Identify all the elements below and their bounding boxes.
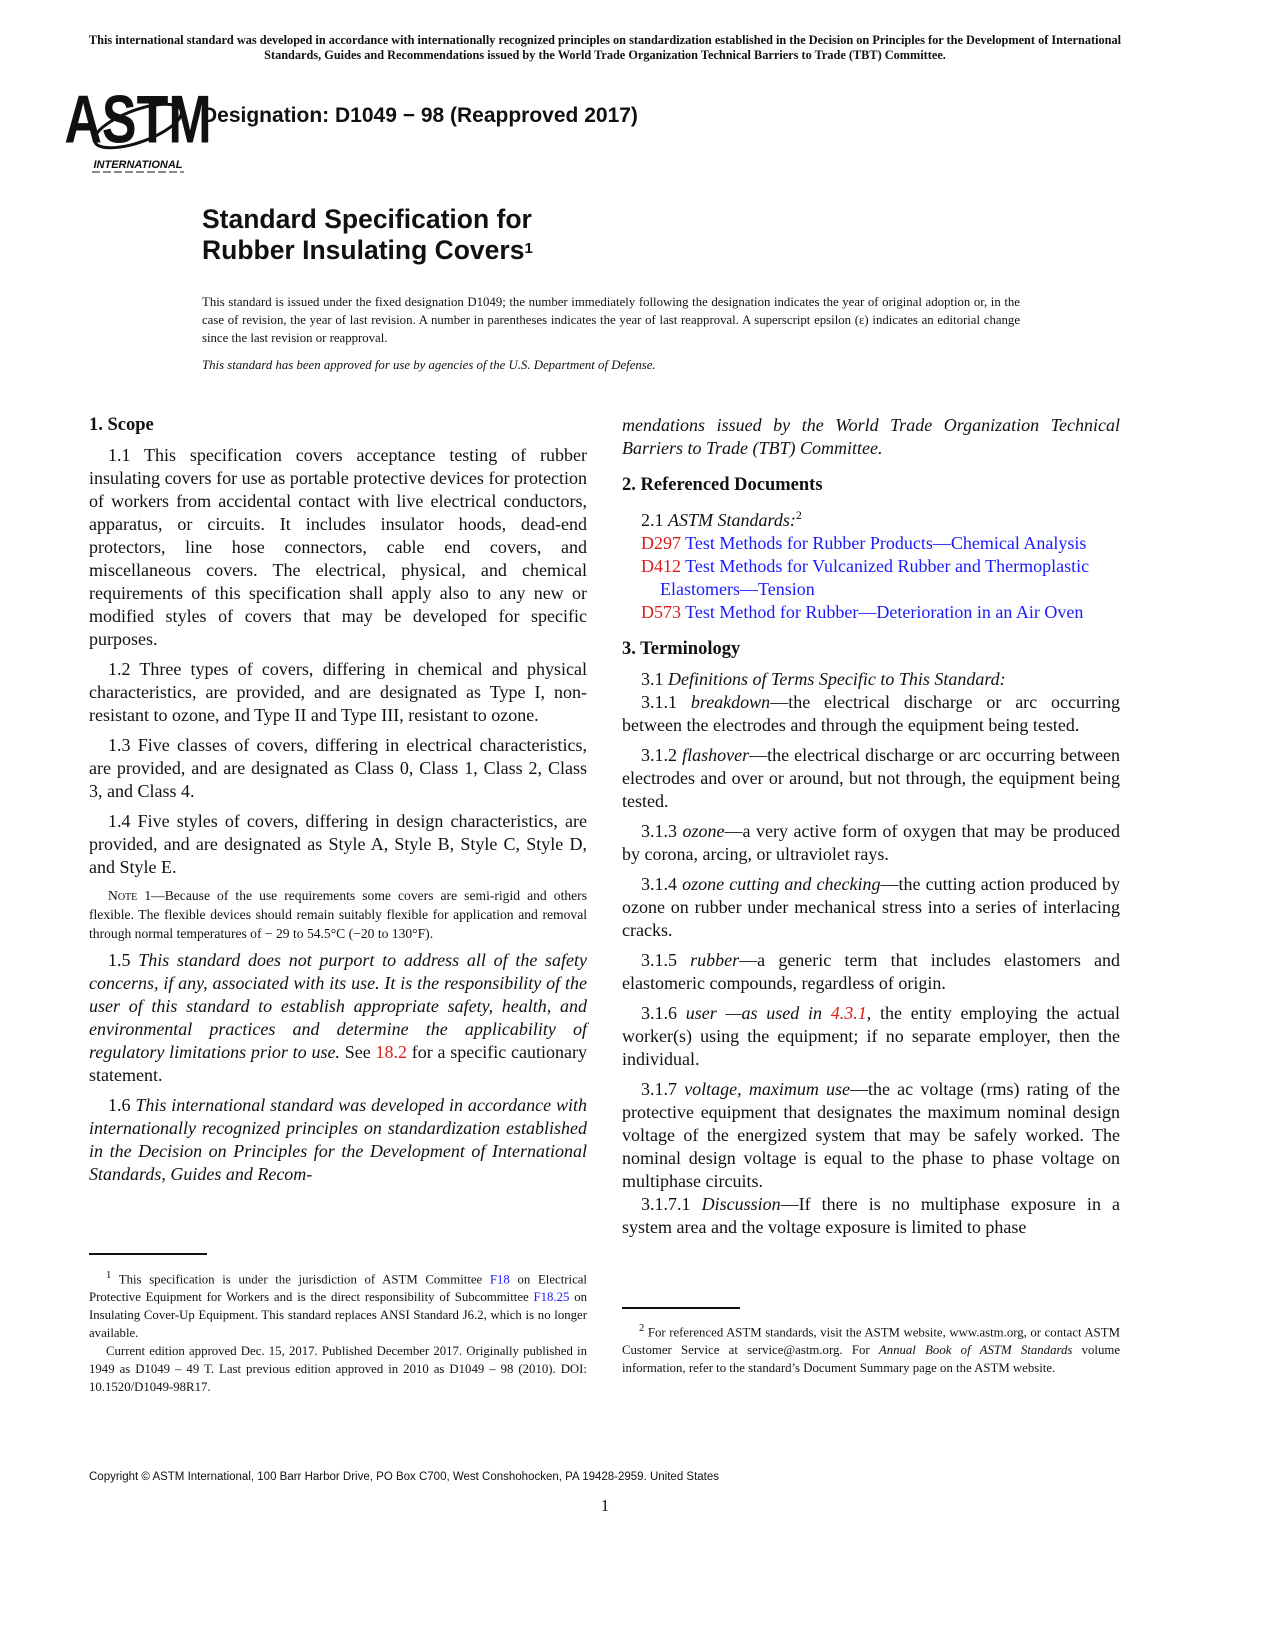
footnote-1 xyxy=(89,1267,587,1396)
definition-3-1-6 xyxy=(622,1002,1120,1071)
para-num: 1.6 xyxy=(108,1095,136,1115)
paragraph-2-1 xyxy=(622,504,1120,532)
discussion-3-1-7-1 xyxy=(622,1193,1120,1239)
definition-3-1-4 xyxy=(622,873,1120,942)
title-line-2-wrap xyxy=(202,235,533,266)
note-text: 1—Because of the use requirements some covers are semi-rigid and others flexible. The flexible devices should remain suitably flexible for application and removal through normal temperatures of − 29 to 54.5°C (−20 to 130°F). xyxy=(89,888,587,941)
note-1 xyxy=(89,886,587,943)
term: ozone cutting and checking xyxy=(682,874,881,894)
ref-title[interactable]: Test Methods for Vulcanized Rubber and Thermoplastic Elastomers—Tension xyxy=(660,556,1090,599)
definition: —a generic term that includes elastomers and elastomeric compounds, regardless of origin. xyxy=(622,950,1121,993)
term: breakdown xyxy=(690,692,771,712)
link-4-3-1[interactable]: 4.3.1 xyxy=(830,1003,867,1023)
term: flashover xyxy=(682,745,750,765)
ref-title[interactable]: Test Methods for Rubber Products—Chemical Analysis xyxy=(681,533,1087,553)
ref-code[interactable]: D412 xyxy=(641,556,681,576)
para-num: 3.1.2 xyxy=(641,745,683,765)
term: user —as used in xyxy=(685,1003,831,1023)
title-line-2: Rubber Insulating Covers xyxy=(202,235,525,265)
footnote-1-edition: Current edition approved Dec. 15, 2017. Published December 2017. Originally published in 1949 as D1049 – 49 T. Last previous edition approved in 2010 as D1049 – 98 (2010). DOI: 10.1520/D1049-98R17. xyxy=(89,1344,587,1395)
definition-3-1-5 xyxy=(622,949,1120,995)
footnote-divider xyxy=(622,1307,740,1309)
paragraph-1-5 xyxy=(89,949,587,1087)
text: For referenced ASTM standards, visit the ASTM website, www.astm.org, or contact ASTM Customer Service at service@astm.org. For xyxy=(622,1325,1120,1358)
ref-d573[interactable] xyxy=(641,601,1120,624)
definition: —the electrical discharge or arc occurring between the electrodes and through the equipment being tested. xyxy=(622,692,1120,735)
copyright: Copyright © ASTM International, 100 Barr Harbor Drive, PO Box C700, West Conshohocken, PA 19428-2959. United States xyxy=(89,1471,720,1483)
designation: Designation: D1049 − 98 (Reapproved 2017) xyxy=(202,104,638,127)
definition: —the cutting action produced by ozone on rubber under mechanical stress into a series of interlacing cracks. xyxy=(622,874,1121,940)
ref-title[interactable]: Test Method for Rubber—Deterioration in an Air Oven xyxy=(681,602,1084,622)
paragraph-1-6-continued: mendations issued by the World Trade Organization Technical Barriers to Trade (TBT) Committee. xyxy=(622,415,1120,458)
link-f18[interactable]: F18 xyxy=(489,1272,510,1287)
definition-3-1-1 xyxy=(622,691,1120,737)
section-heading-referenced-documents: 2. Referenced Documents xyxy=(622,475,823,495)
right-column xyxy=(622,414,1120,1246)
paragraph-3-1 xyxy=(622,668,1120,691)
para-num: 3.1.7 xyxy=(641,1079,685,1099)
page-number: 1 xyxy=(600,1496,610,1515)
text: on Insulating Cover-Up Equipment. This standard replaces ANSI Standard J6.2, which is no longer available. xyxy=(89,1290,588,1341)
text: This specification is under the jurisdiction of ASTM Committee xyxy=(111,1272,490,1287)
text: for a specific cautionary statement. xyxy=(89,1042,587,1085)
section-heading-terminology: 3. Terminology xyxy=(622,639,741,659)
paragraph-1-2: 1.2 Three types of covers, differing in chemical and physical characteristics, are provided, and are designated as Type I, non-resistant to ozone, and Type II and Type III, resistant to ozone. xyxy=(89,659,587,725)
definition-3-1-3 xyxy=(622,820,1120,866)
definition: , the entity employing the actual worker(s) using the equipment; if no separate employer, then the individual. xyxy=(622,1003,1121,1069)
definition-3-1-2 xyxy=(622,744,1120,813)
svg-text:ASTM: ASTM xyxy=(64,80,212,158)
page-title xyxy=(202,204,533,266)
astm-logo xyxy=(64,80,212,176)
para-num: 3.1.6 xyxy=(641,1003,686,1023)
ref-code[interactable]: D573 xyxy=(641,602,681,622)
book-title: Annual Book of ASTM Standards xyxy=(878,1343,1073,1358)
svg-text:INTERNATIONAL: INTERNATIONAL xyxy=(93,159,183,171)
definition: —If there is no multiphase exposure in a system area and the voltage exposure is limited to phase xyxy=(622,1194,1120,1237)
term: Discussion xyxy=(701,1194,781,1214)
definition: —a very active form of oxygen that may be produced by corona, arcing, or ultraviolet rays. xyxy=(622,821,1121,864)
para-num: 3.1.1 xyxy=(641,692,691,712)
paragraph-1-6 xyxy=(89,1094,587,1186)
paragraph-1-4: 1.4 Five styles of covers, differing in design characteristics, are provided, and are designated as Style A, Style B, Style C, Style D, and Style E. xyxy=(89,811,587,877)
title-footnote-ref[interactable]: 1 xyxy=(524,240,533,257)
astm-logo-icon xyxy=(64,80,212,176)
para-num: 3.1.3 xyxy=(641,821,683,841)
wto-statement: This international standard was developed in accordance with internationally recognized principles on standardization established in the Decision on Principles for the Development of International Standards, Guides and Recom- xyxy=(89,1095,587,1184)
para-num: 3.1.5 xyxy=(641,950,691,970)
definitions-label: Definitions of Terms Specific to This Standard: xyxy=(668,669,1006,689)
ref-d297[interactable] xyxy=(641,532,1120,555)
issuance-note: This standard is issued under the fixed designation D1049; the number immediately following the designation indicates the year of original adoption or, in the case of revision, the year of last revision. A number in parentheses indicates the year of last reapproval. A superscript epsilon (ε) indicates an editorial change since the last revision or reapproval. xyxy=(202,295,1020,345)
definition: —the ac voltage (rms) rating of the protective equipment that designates the maximum nominal design voltage of the energized system that may be safely worked. The nominal design voltage is equal to the phase to phase voltage on multiphase circuits. xyxy=(622,1079,1120,1191)
tbt-notice: This international standard was developed in accordance with internationally recognized principles on standardization established in the Decision on Principles for the Development of International Standards, Guides and Recommendations issued by the World Trade Organization Technical Barriers to Trade (TBT) Committee. xyxy=(88,33,1122,62)
term: voltage, maximum use xyxy=(684,1079,851,1099)
astm-standards-label: ASTM Standards: xyxy=(668,510,796,530)
definition: —the electrical discharge or arc occurring between electrodes and over or around, but not through, the equipment being tested. xyxy=(622,745,1120,811)
ref-d412[interactable] xyxy=(641,555,1120,601)
footnote-1-text xyxy=(89,1267,587,1342)
term: rubber xyxy=(690,950,740,970)
definition-3-1-7 xyxy=(622,1078,1120,1193)
para-num: 1.5 xyxy=(108,950,139,970)
text: volume information, refer to the standard’s Document Summary page on the ASTM website. xyxy=(622,1343,1121,1376)
ref-code[interactable]: D297 xyxy=(641,533,681,553)
footnote-2-text xyxy=(622,1320,1120,1377)
left-column xyxy=(89,414,587,1193)
footnote-marker: 2 xyxy=(639,1323,645,1334)
paragraph-1-3: 1.3 Five classes of covers, differing in electrical characteristics, are provided, and are designated as Class 0, Class 1, Class 2, Class 3, and Class 4. xyxy=(89,735,587,801)
link-f18-25[interactable]: F18.25 xyxy=(533,1290,570,1305)
text: See xyxy=(339,1042,376,1062)
paragraph-1-1: 1.1 This specification covers acceptance testing of rubber insulating covers for use as portable protective devices for protection of workers from accidental contact with live electrical conductors, apparatus, or circuits. It includes insulator hoods, dead-end protectors, line hose connectors, cable end covers, and miscellaneous covers. The electrical, physical, and chemical requirements of this specification shall apply also to any new or modified styles of covers that may be developed for specific purposes. xyxy=(89,445,587,649)
footnote-2 xyxy=(622,1320,1120,1377)
link-18-2[interactable]: 18.2 xyxy=(375,1042,407,1062)
para-num: 3.1 xyxy=(641,669,668,689)
para-num: 3.1.7.1 xyxy=(641,1194,702,1214)
footnote-ref-2[interactable]: 2 xyxy=(795,508,802,522)
footnote-divider xyxy=(89,1253,207,1255)
title-line-1: Standard Specification for xyxy=(202,204,532,234)
section-heading-scope: 1. Scope xyxy=(89,415,154,435)
term: ozone xyxy=(682,821,725,841)
para-num: 3.1.4 xyxy=(641,874,683,894)
para-num: 2.1 xyxy=(641,510,668,530)
text: on Electrical Protective Equipment for Workers and is the direct responsibility of Subcommittee xyxy=(89,1272,587,1305)
footnote-marker: 1 xyxy=(106,1270,112,1281)
safety-statement: This standard does not purport to address all of the safety concerns, if any, associated with its use. It is the responsibility of the user of this standard to establish appropriate safety, health, and environmental practices and determine the applicability of regulatory limitations prior to use. xyxy=(89,950,588,1062)
note-label: Note xyxy=(108,888,138,903)
dod-approval-note: This standard has been approved for use by agencies of the U.S. Department of Defense. xyxy=(202,358,656,372)
